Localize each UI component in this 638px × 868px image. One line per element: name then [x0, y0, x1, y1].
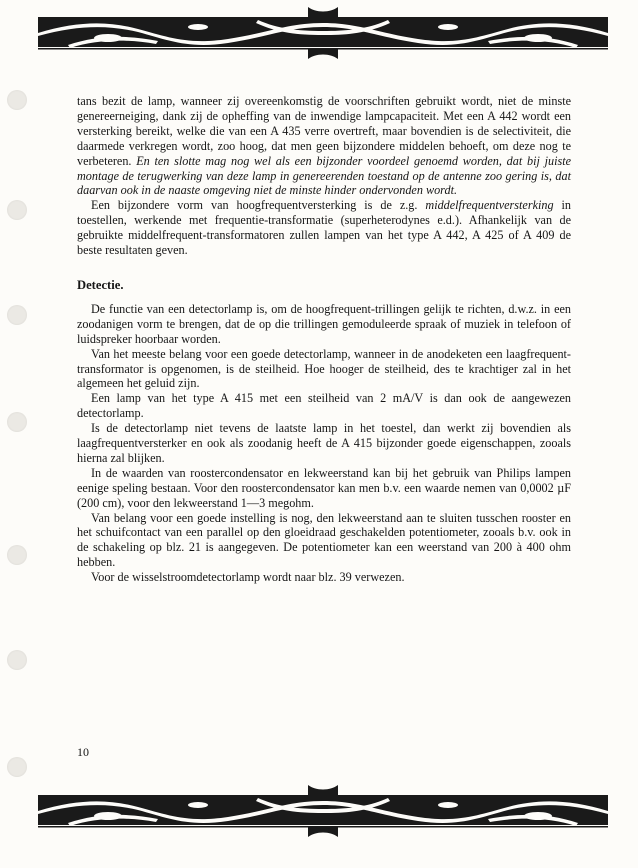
body-paragraph: [77, 94, 571, 198]
page-number: 10: [77, 745, 89, 759]
body-paragraph: [77, 198, 571, 258]
body-paragraph: Is de detectorlamp niet tevens de laatste lamp in het toestel, dan werkt zij bovendien als laagfrequentversterker en ook als zoodanig heeft de A 415 bijzonder goede eigenschappen, zooals hierna zal blijken.: [77, 421, 571, 465]
body-paragraph: Een lamp van het type A 415 met een steilheid van 2 mA/V is dan ook de aangewezen detectorlamp.: [77, 391, 571, 421]
page-body: [77, 94, 571, 585]
decorative-border-bottom: [38, 783, 608, 839]
italic-text-run: En ten slotte mag nog wel als een bijzonder voordeel genoemd worden, dat bij juiste montage de terugwerking van deze lamp in genereerenden toestand op de antenne zoo gering is, dat daarvan ook in de naaste omgeving niet de minste hinder ondervonden wordt.: [77, 153, 571, 198]
body-paragraph: Van belang voor een goede instelling is nog, den lekweerstand aan te sluiten tusschen rooster en het schuifcontact van een parallel op den gloeidraad geschakelden potentiometer, zooals b.v. ook in de schakeling op blz. 21 is aangegeven. De potentiometer kan een weerstand van 200 à 400 ohm hebben.: [77, 510, 571, 570]
body-paragraph: De functie van een detectorlamp is, om de hoogfrequent-trillingen gelijk te richten, d.w.z. in een zoodanigen vorm te brengen, dat de op die trillingen gemoduleerde spraak of muziek in telefoon of luidspreker hoorbaar worden.: [77, 301, 571, 346]
text-run: tans bezit de lamp, wanneer zij overeenkomstig de voorschriften gebruikt wordt, niet de minste genereerneiging, dank zij de opheffing van de inwendige lampcapaciteit. Met een A 442 wordt een versterking bereikt, welke die van een A 435 verre overtreft, maar bovendien is de selectiviteit, die daarmede verkregen wordt, zoo hoog, dat men geen bijzondere middelen behoeft, om deze nog te verbeteren.: [77, 94, 571, 168]
binder-hole: [7, 757, 27, 777]
binder-hole: [7, 90, 27, 110]
body-paragraph: In de waarden van roostercondensator en lekweerstand kan bij het gebruik van Philips lampen eenige speling bestaan. Voor den roostercondensator kan men b.v. een waarde nemen van 0,0002 µF (200 cm), voor den lekweerstand 1—3 megohm.: [77, 465, 571, 510]
binder-hole: [7, 650, 27, 670]
binder-hole: [7, 412, 27, 432]
binder-hole: [7, 545, 27, 565]
body-paragraph: Voor de wisselstroomdetectorlamp wordt naar blz. 39 verwezen.: [91, 570, 405, 585]
binder-hole: [7, 200, 27, 220]
body-paragraph: Van het meeste belang voor een goede detectorlamp, wanneer in de anodeketen een laagfrequent-transformator is opgenomen, is de steilheid. Hoe hooger de steilheid, des te krachtiger zal in het algemeen het geluid zijn.: [77, 346, 571, 391]
text-run: Een bijzondere vorm van hoogfrequentversterking is de z.g.: [91, 198, 426, 213]
text-run: in toestellen, werkende met frequentie-transformatie (superheterodynes e.d.). Afhankelijk van de gebruikte middelfrequent-transformatoren zullen lampen van het type A 442, A 425 of A 409 de beste resultaten geven.: [77, 198, 571, 258]
decorative-border-top: [38, 5, 608, 61]
binder-hole: [7, 305, 27, 325]
section-heading: Detectie.: [77, 277, 124, 292]
italic-text-run: middelfrequentversterking: [425, 198, 554, 213]
